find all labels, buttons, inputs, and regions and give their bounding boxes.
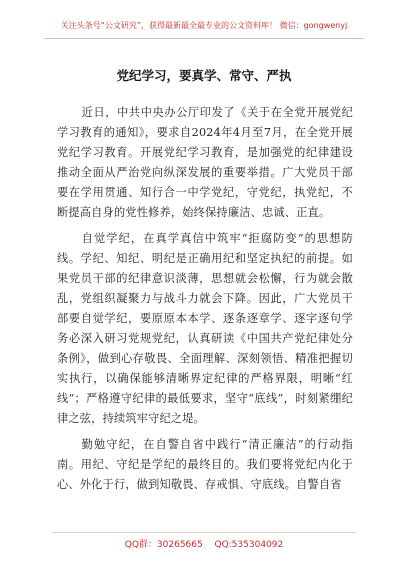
paragraph-1: 近日，中共中央办公厅印发了《关于在全党开展党纪学习教育的通知》，要求自2024年4月至7月，在全党开展党纪学习教育。开展党纪学习教育，是加强党的纪律建设推动全面从严治党向纵深发展的重要举措。广大党员干部要在学用贯通、知行合一中学党纪，守党纪，执党纪，不断提高自身的党性修养，始终保持廉洁、忠诚、正直。 bbox=[57, 106, 353, 219]
paragraph-2: 自觉学纪，在真学真信中筑牢“拒腐防变”的思想防线。学纪、知纪、明纪是正确用纪和坚定执纪的前提。如果党员干部的纪律意识淡薄，思想就会松懈，行为就会散乱，党组织凝聚力与战斗力就会下降。因此，广大党员干部要自觉学纪，要原原本本学、逐条逐章学、逐字逐句学务必深入研习党规党纪，认真研读《中国共产党纪律处分条例》，做到心存敬畏、全面理解、深刻领悟、精准把握切实执行，以确保能够清晰界定纪律的严格界限，明晰“红线”；严格遵守纪律的最低要求，坚守“底线”，时刻紧绷纪律之弦，持续筑牢守纪之堤。 bbox=[57, 232, 353, 425]
document-body bbox=[57, 103, 353, 501]
footer-qq-group: QQ群：30265665 bbox=[124, 540, 203, 550]
footer-divider bbox=[52, 532, 356, 533]
header-divider bbox=[44, 38, 364, 39]
document-title: 党纪学习，要真学、常守、严执 bbox=[116, 68, 292, 83]
paragraph-3: 勤勉守纪，在自警自省中践行“清正廉洁”的行动指南。用纪、守纪是学纪的最终目的。我们要将党纪内化于心、外化于行，做到知敬畏、存戒惧、守底线。自警自省 bbox=[57, 438, 353, 491]
footer bbox=[0, 539, 408, 551]
footer-qq-contact: QQ:535304092 bbox=[214, 540, 284, 550]
header-banner: 关注头条号“公文研究”，获得最新最全最专业的公文资料库！ 微信：gongwenyj bbox=[60, 21, 348, 30]
